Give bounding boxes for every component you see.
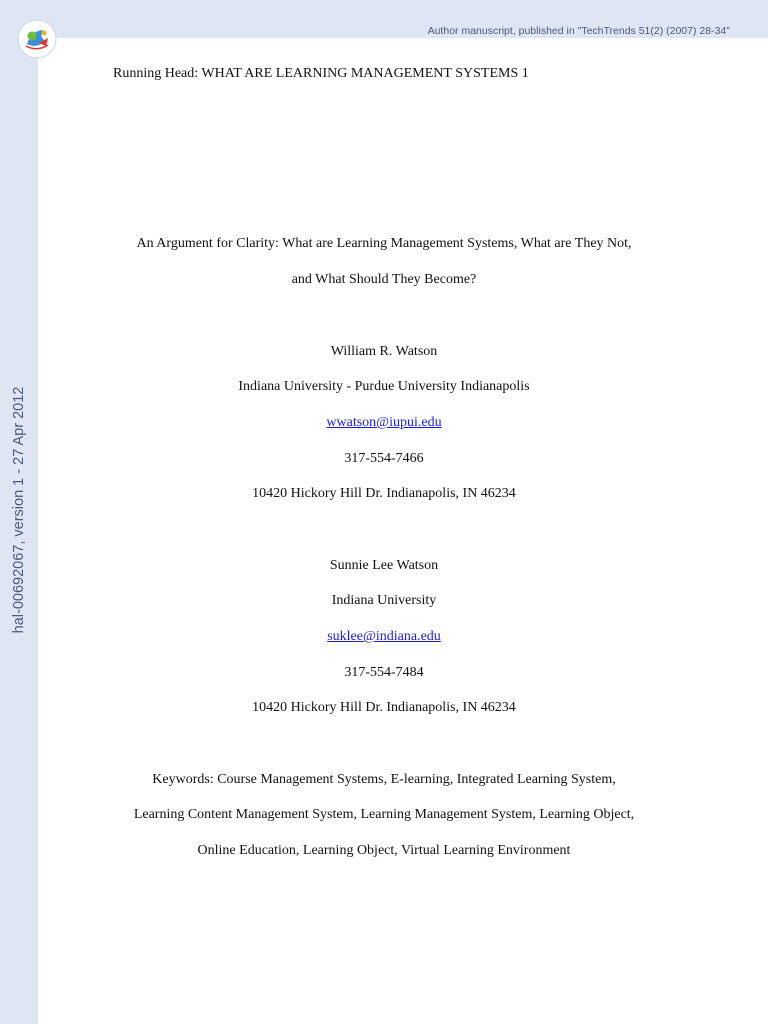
author-1-affiliation: Indiana University - Purdue University Indianapolis — [238, 379, 530, 394]
keywords-line-1: Keywords: Course Management Systems, E-learning, Integrated Learning System, — [152, 772, 616, 787]
title-line-1: An Argument for Clarity: What are Learning Management Systems, What are They Not, — [136, 236, 632, 251]
running-head: Running Head: WHAT ARE LEARNING MANAGEMENT SYSTEMS 1 — [113, 66, 529, 81]
keywords-line-3: Online Education, Learning Object, Virtual Learning Environment — [197, 843, 571, 858]
author-1-address: 10420 Hickory Hill Dr. Indianapolis, IN 46234 — [252, 486, 516, 501]
keywords-line-2: Learning Content Management System, Learning Management System, Learning Object, — [133, 807, 635, 822]
author-2-address: 10420 Hickory Hill Dr. Indianapolis, IN 46234 — [252, 700, 516, 715]
author-1-email-line — [38, 415, 730, 431]
hal-version-stamp: hal-00692067, version 1 - 27 Apr 2012 — [11, 386, 27, 634]
document-page — [38, 38, 768, 1024]
title-line-2: and What Should They Become? — [291, 272, 477, 287]
author-1-email-link[interactable]: wwatson@iupui.edu — [326, 415, 442, 430]
author-2-email-line — [38, 629, 730, 645]
manuscript-note: Author manuscript, published in "TechTrends 51(2) (2007) 28-34" — [427, 25, 730, 37]
author-2-affiliation: Indiana University — [331, 593, 437, 608]
author-1-phone: 317-554-7466 — [344, 451, 424, 466]
author-2-email-link[interactable]: suklee@indiana.edu — [327, 629, 441, 644]
author-2-phone: 317-554-7484 — [344, 665, 424, 680]
author-2-name: Sunnie Lee Watson — [329, 558, 439, 573]
author-1-name: William R. Watson — [330, 344, 438, 359]
